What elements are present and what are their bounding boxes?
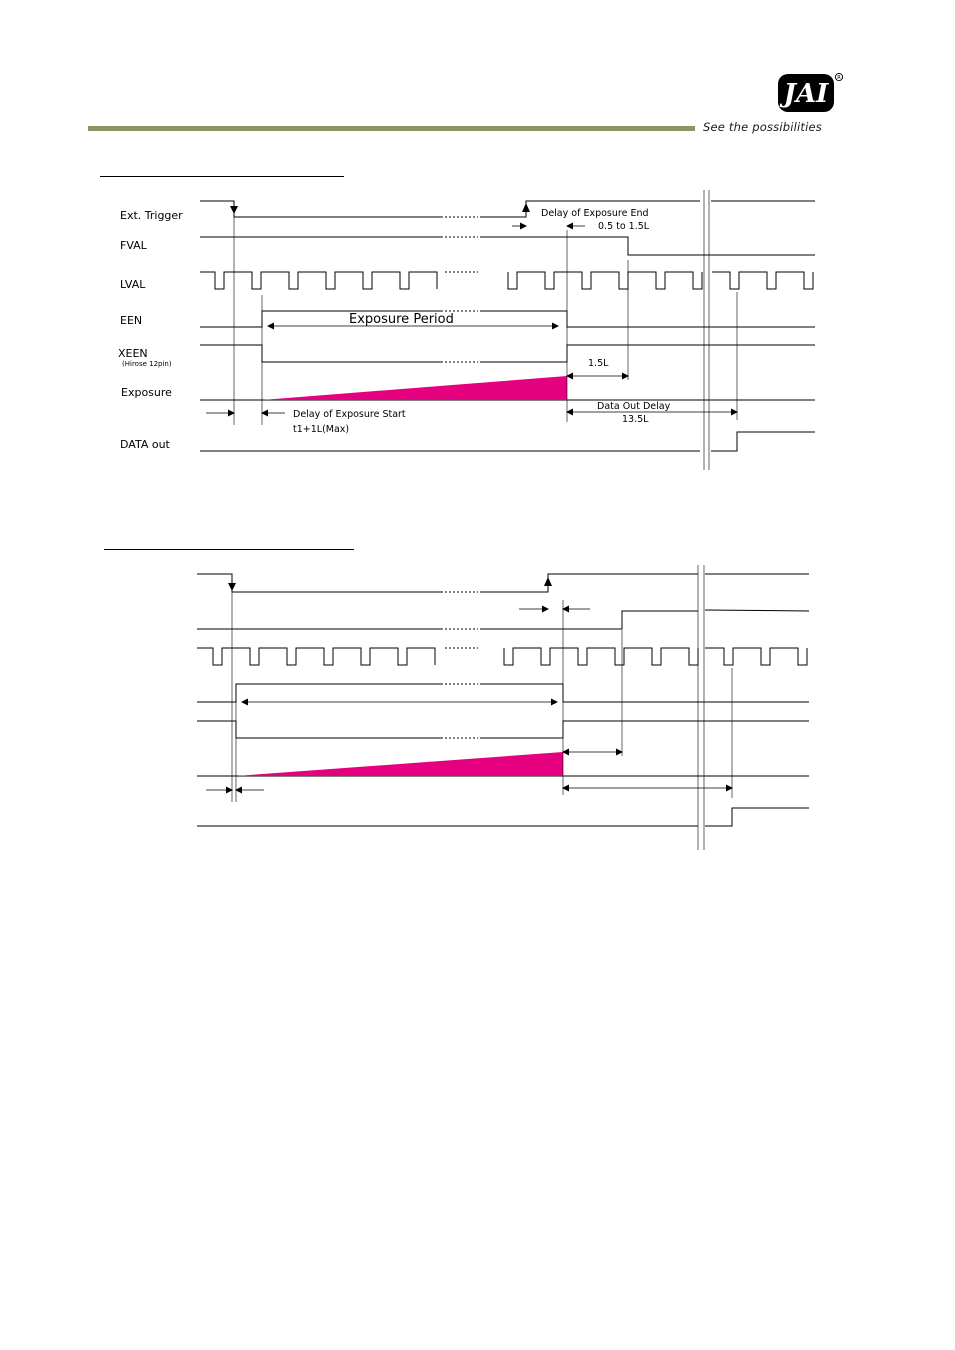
label-een: EEN (120, 314, 143, 327)
ann-data-out-delay: Data Out Delay (597, 401, 671, 412)
ann-exposure-period: Exposure Period (349, 312, 454, 327)
ann-data-out-delay-value: 13.5L (622, 414, 649, 425)
label-lval: LVAL (120, 278, 146, 291)
lval-waveform-2 (197, 648, 807, 665)
label-data-out: DATA out (120, 438, 170, 451)
ann-delay-start-value: t1+1L(Max) (293, 424, 350, 435)
label-exposure: Exposure (121, 386, 172, 399)
label-ext-trigger: Ext. Trigger (120, 209, 183, 222)
ann-delay-end-value: 0.5 to 1.5L (598, 221, 650, 232)
reference-lines-2 (232, 565, 732, 850)
svg-text:R: R (837, 75, 841, 81)
logo-text: JAI (783, 79, 829, 109)
tagline: See the possibilities (703, 120, 823, 134)
break-dashes-2 (445, 592, 478, 826)
ann-delay-start: Delay of Exposure Start (293, 409, 406, 420)
ann-fval-delay: 1.5L (588, 358, 609, 369)
label-xeen: XEEN (118, 347, 148, 360)
ann-delay-end: Delay of Exposure End (541, 208, 649, 219)
exposure-ramp-2 (236, 752, 563, 776)
label-fval: FVAL (120, 239, 147, 252)
label-xeen-sub: (Hirose 12pin) (122, 360, 172, 368)
